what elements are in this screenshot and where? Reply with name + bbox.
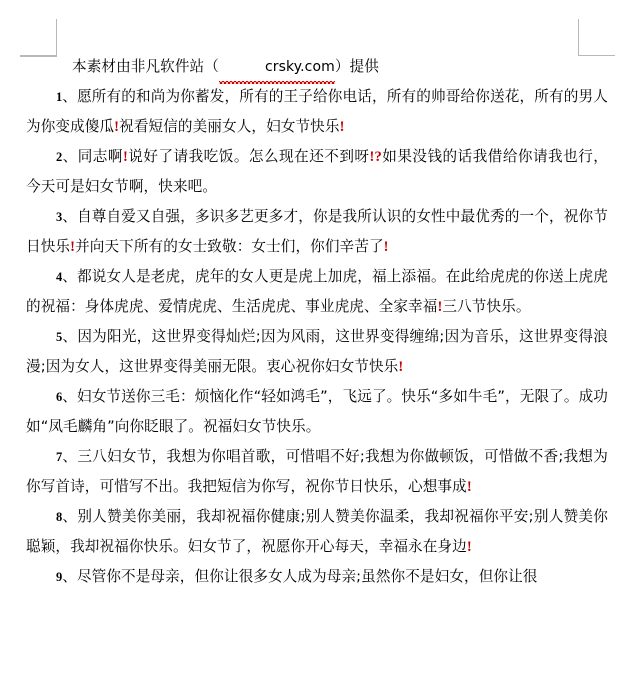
- exclamation-mark: !: [466, 539, 472, 555]
- paragraph-number-separator: 、: [62, 388, 77, 405]
- paragraph-number: 2: [56, 150, 63, 164]
- exclamation-mark: !: [437, 299, 443, 315]
- greeting-paragraph: [26, 502, 608, 562]
- exclamation-mark: !: [70, 239, 76, 255]
- paragraph-number-separator: 、: [62, 88, 78, 105]
- credit-prefix: 本素材由非凡软件站（: [72, 58, 219, 75]
- paragraph-text: 尽管你不是母亲，但你让很多女人成为母亲;虽然你不是妇女，但你让很: [76, 568, 538, 585]
- paragraph-text: 并向天下所有的女士致敬：女士们，你们辛苦了: [75, 238, 384, 255]
- exclamation-mark: !: [339, 119, 345, 135]
- crop-mark-vertical-line: [56, 19, 57, 56]
- greeting-paragraph: [26, 322, 608, 382]
- greeting-paragraph: [26, 262, 608, 322]
- exclamation-mark: !: [398, 359, 404, 375]
- paragraph-text: 三八节快乐。: [442, 298, 531, 315]
- paragraph-text: 妇女节送你三毛：烦恼化作“轻如鸿毛”，飞远了。快乐“多如牛毛”，无限了。成功如“凤毛麟角”向你眨眼了。祝福妇女节快乐。: [26, 388, 609, 435]
- exclamation-mark: !: [122, 149, 128, 165]
- paragraph-number: 6: [56, 390, 63, 404]
- paragraph-text: 三八妇女节，我想为你唱首歌，可惜唱不好;我想为你做顿饭，可惜做不香;我想为你写首诗，可惜写不出。我把短信为你写，祝你节日快乐，心想事成: [26, 448, 608, 495]
- greeting-paragraph: [26, 82, 608, 142]
- greeting-paragraph: [26, 202, 608, 262]
- greeting-paragraph: [26, 382, 608, 442]
- exclamation-mark: !: [114, 119, 120, 135]
- paragraph-list: [26, 82, 608, 592]
- paragraph-number: 4: [56, 270, 63, 284]
- credit-suffix: ）提供: [334, 58, 379, 75]
- paragraph-text: 如果没钱的话我借给你请我也行，今天可是妇女节啊，快来吧。: [26, 148, 608, 195]
- exclamation-mark: !: [383, 239, 389, 255]
- paragraph-number: 3: [56, 210, 63, 224]
- crop-mark-top-right: [578, 19, 615, 56]
- crsky-site-name: [219, 52, 335, 82]
- greeting-paragraph: [26, 442, 608, 502]
- paragraph-number-separator: 、: [62, 268, 78, 285]
- page-bottom-clip: [0, 635, 634, 675]
- paragraph-number-separator: 、: [62, 208, 78, 225]
- paragraph-number: 9: [56, 570, 63, 584]
- exclamation-mark: !: [466, 479, 472, 495]
- paragraph-text: 自尊自爱又自强，多识多艺更多才，你是我所认识的女性中最优秀的一个，祝你节日快乐: [26, 208, 608, 255]
- paragraph-text: 因为阳光，这世界变得灿烂;因为风雨，这世界变得缠绵;因为音乐，这世界变得浪漫;因为女人，这世界变得美丽无限。衷心祝你妇女节快乐: [26, 328, 608, 375]
- paragraph-number: 1: [56, 90, 63, 104]
- paragraph-number-separator: 、: [62, 328, 78, 345]
- paragraph-number-separator: 、: [62, 508, 78, 525]
- paragraph-number-separator: 、: [62, 568, 77, 585]
- paragraph-text: 说好了请我吃饭。怎么现在还不到呀: [127, 148, 370, 165]
- paragraph-number: 8: [56, 510, 63, 524]
- exclamation-mark: !?: [369, 149, 382, 165]
- paragraph-text: 别人赞美你美丽，我却祝福你健康;别人赞美你温柔，我却祝福你平安;别人赞美你聪颖，我却祝福你快乐。妇女节了，祝愿你开心每天，幸福永在身边: [26, 508, 608, 555]
- source-credit-line: [26, 52, 608, 82]
- crsky-site-name-text: crsky.com: [264, 59, 335, 75]
- crop-mark-vertical-line: [578, 19, 579, 56]
- greeting-paragraph: [26, 142, 608, 202]
- paragraph-text: 愿所有的和尚为你蓄发，所有的王子给你电话，所有的帅哥给你送花，所有的男人为你变成傻瓜: [26, 88, 608, 135]
- document-text-body: [26, 52, 608, 592]
- paragraph-number: 7: [56, 450, 63, 464]
- greeting-paragraph: [26, 562, 608, 592]
- paragraph-number: 5: [56, 330, 63, 344]
- paragraph-text: 祝看短信的美丽女人，妇女节快乐: [119, 118, 340, 135]
- paragraph-text: 都说女人是老虎，虎年的女人更是虎上加虎，福上添福。在此给虎虎的你送上虎虎的祝福：身体虎虎、爱情虎虎、生活虎虎、事业虎虎、全家幸福: [26, 268, 608, 315]
- paragraph-number-separator: 、: [62, 148, 78, 165]
- paragraph-number-separator: 、: [62, 448, 78, 465]
- paragraph-text: 同志啊: [77, 148, 123, 165]
